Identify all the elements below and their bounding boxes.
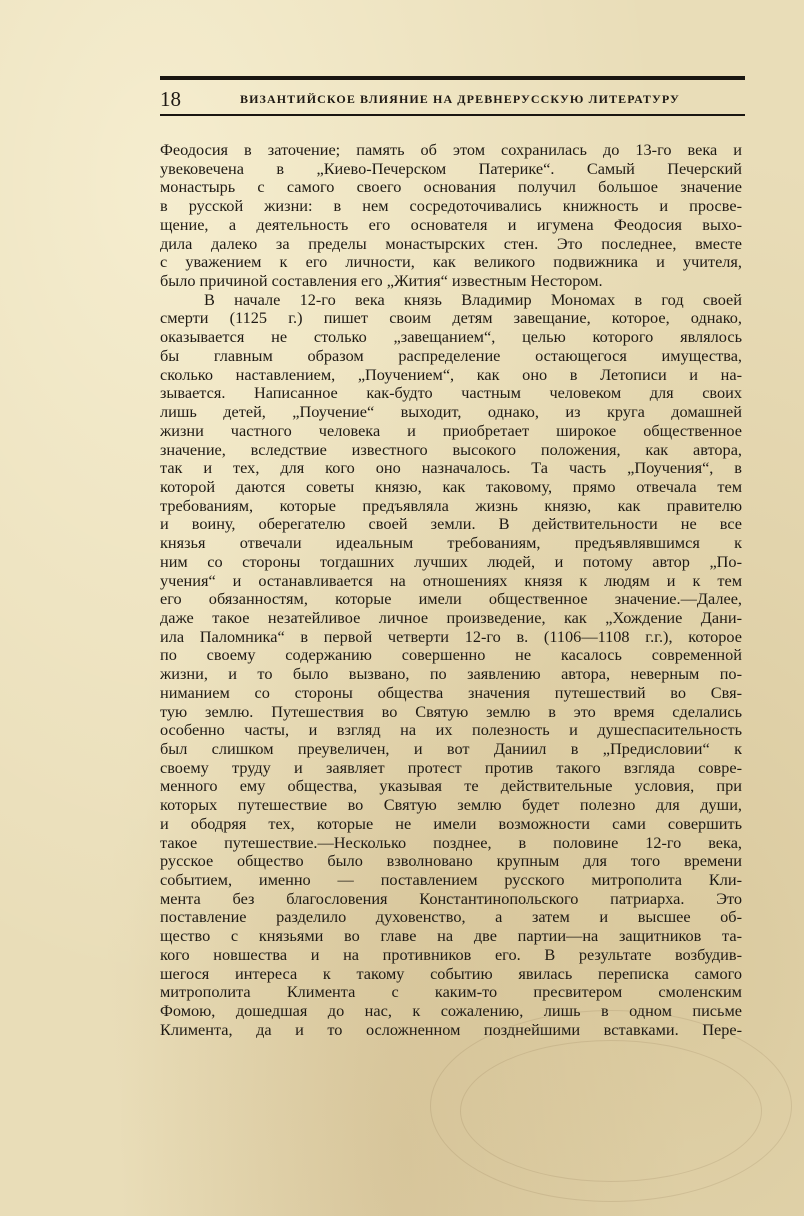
text-line: тую землю. Путешествия во Святую землю в это время сделались xyxy=(160,702,742,721)
text-line: своему труду и заявляет протест против такого взгляда совре- xyxy=(160,758,742,777)
text-line: русское общество было взволновано крупным для того времени xyxy=(160,852,742,871)
text-line: был слишком преувеличен, и вот Даниил в „Предисловии“ к xyxy=(160,740,742,758)
body-text xyxy=(160,141,742,1040)
text-line: и ободряя тех, которые не имели возможности сами совершить xyxy=(160,814,742,833)
text-line: жизни, и то было вызвано, по заявлению автора, неверным по- xyxy=(160,665,742,684)
text-line: кого новшества и на противников его. В результате возбудив- xyxy=(160,945,742,964)
page-header xyxy=(160,86,745,112)
text-line: такое путешествие.—Несколько позднее, в половине 12-го века, xyxy=(160,833,742,852)
text-line: требованиям, которые предъявляла жизнь князю, как правителю xyxy=(160,496,742,515)
text-line: мента без благословения Константинопольского патриарха. Это xyxy=(160,889,742,908)
text-line: ниманием со стороны общества значения путешествий во Свя- xyxy=(160,683,742,702)
text-line: зывается. Написанное как-будто частным человеком для своих xyxy=(160,384,742,403)
paper-stain xyxy=(460,1040,762,1182)
text-line: щение, а деятельность его основателя и игумена Феодосия выхо- xyxy=(160,215,742,234)
text-line: смерти (1125 г.) пишет своим детям завещание, которое, однако, xyxy=(160,309,742,328)
text-line: лишь детей, „Поучение“ выходит, однако, из круга домашней xyxy=(160,403,742,422)
text-line: оказывается не столько „завещанием“, целью которого являлось xyxy=(160,328,742,347)
text-line: дила далеко за пределы монастырских стен. Это последнее, вместе xyxy=(160,234,742,253)
text-line: его обязанностям, которые имели общественное значение.—Далее, xyxy=(160,590,742,609)
text-line: и воину, оберегателю своей земли. В действительности не все xyxy=(160,515,742,534)
text-line: Феодосия в заточение; память об этом сохранилась до 13-го века и xyxy=(160,141,742,159)
text-line: событием, именно — поставлением русского митрополита Кли- xyxy=(160,871,742,890)
text-line: митрополита Климента с каким-то пресвитером смоленским xyxy=(160,983,742,1002)
running-title: ВИЗАНТИЙСКОЕ ВЛИЯНИЕ НА ДРЕВНЕРУССКУЮ ЛИТЕРАТУРУ xyxy=(240,92,680,106)
text-line: князья отвечали идеальным требованиям, предъявлявшимся к xyxy=(160,534,742,553)
text-line: которых путешествие во Святую землю будет полезно для души, xyxy=(160,796,742,815)
text-line: так и тех, для кого оно назначалось. Та часть „Поучения“, в xyxy=(160,459,742,478)
text-line: по своему содержанию совершенно не касалось современной xyxy=(160,646,742,665)
text-line: шегося интереса к такому событию явилась переписка самого xyxy=(160,964,742,983)
text-line: жизни частного человека и приобретает широкое общественное xyxy=(160,421,742,440)
text-line: ила Паломника“ в первой четверти 12-го в. (1106—1108 г.г.), которое xyxy=(160,627,742,646)
text-line: увековечена в „Киево-Печерском Патерике“. Самый Печерский xyxy=(160,159,742,178)
text-line: В начале 12-го века князь Владимир Мономах в год своей xyxy=(204,290,742,309)
header-rule-bottom xyxy=(160,114,745,116)
text-line: особенно часты, и взгляд на их полезность и душеспасительность xyxy=(160,721,742,740)
text-line: сколько наставлением, „Поучением“, как оно в Летописи и на- xyxy=(160,365,742,384)
text-line: монастырь с самого своего основания получил большое значение xyxy=(160,178,742,197)
text-line: которой даются советы князю, как таковому, прямо отвечала тем xyxy=(160,477,742,496)
page-number: 18 xyxy=(160,87,181,111)
text-line: ним со стороны тогдашних лучших людей, и потому автор „По- xyxy=(160,552,742,571)
text-line: значение, вследствие известного высокого положения, как автора, xyxy=(160,440,742,459)
text-line: было причиной составления его „Жития“ известным Нестором. xyxy=(160,272,603,291)
text-line: с уважением к его личности, как великого подвижника и учителя, xyxy=(160,253,742,272)
text-line: Климента, да и то осложненном позднейшими вставками. Пере- xyxy=(160,1020,742,1039)
text-line: даже такое незатейливое личное произведение, как „Хождение Дани- xyxy=(160,608,742,627)
text-line: бы главным образом распределение остающегося имущества, xyxy=(160,346,742,365)
text-line: поставление разделило духовенство, а затем и высшее об- xyxy=(160,908,742,927)
text-line: менного ему общества, указывая те действительные условия, при xyxy=(160,777,742,796)
text-line: в русской жизни: в нем сосредоточивались книжность и просве- xyxy=(160,197,742,216)
text-line: учения“ и останавливается на отношениях князя к людям и к тем xyxy=(160,571,742,590)
header-rule-top xyxy=(160,76,745,80)
text-line: щество с князьями во главе на две партии—на защитников та- xyxy=(160,927,742,946)
text-line: Фомою, дошедшая до нас, к сожалению, лишь в одном письме xyxy=(160,1002,742,1021)
